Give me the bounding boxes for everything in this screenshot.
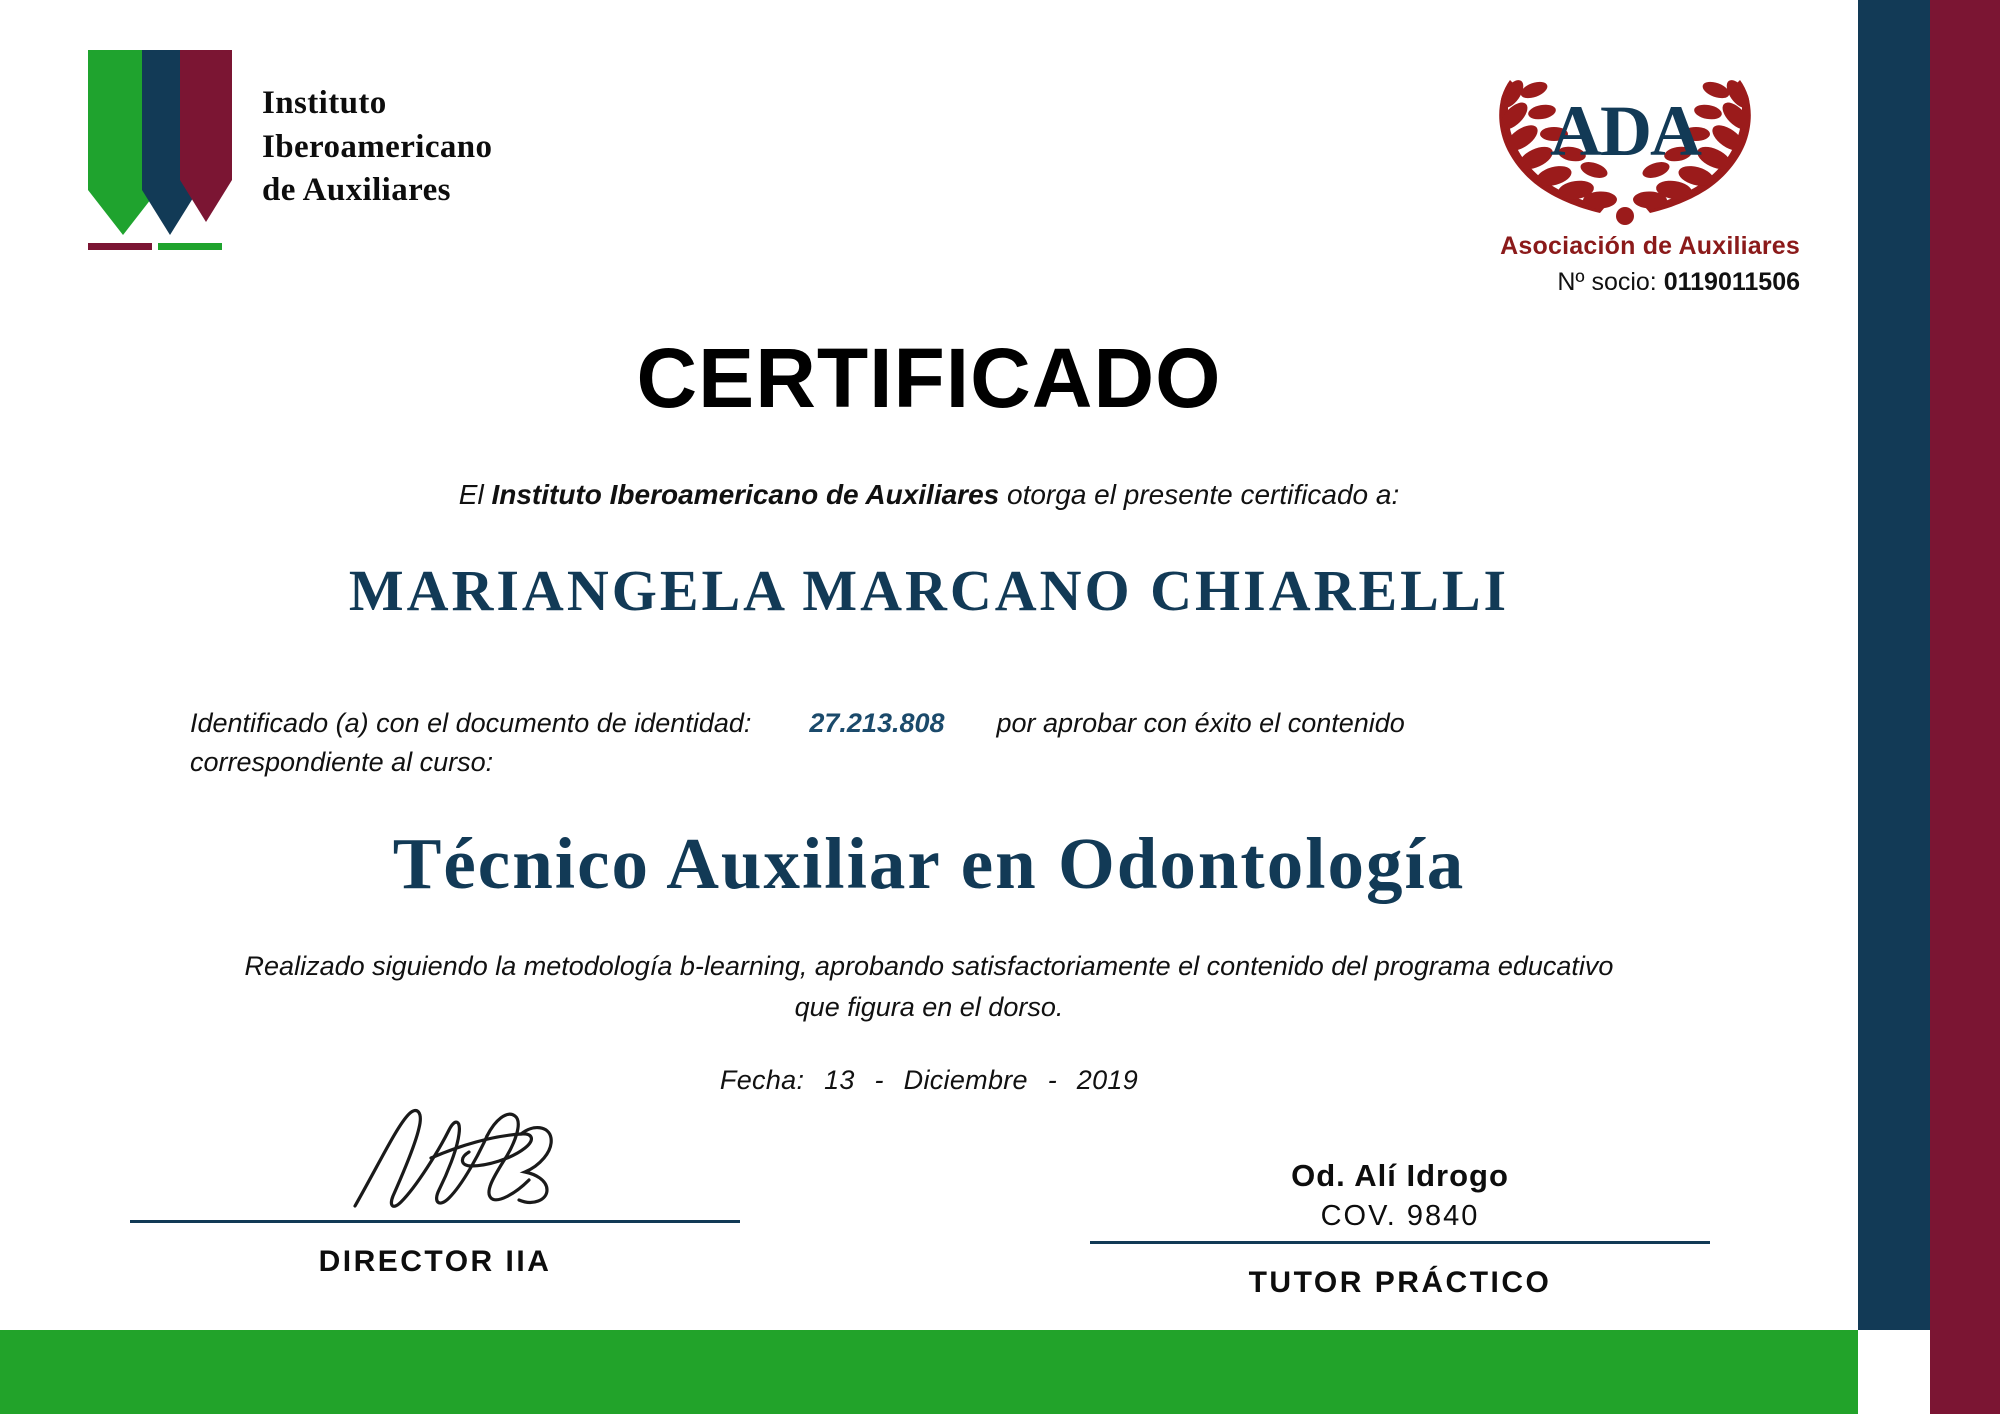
member-value: 0119011506 (1663, 268, 1800, 296)
certificate-body (0, 330, 1858, 1096)
signature-block-tutor (1090, 1100, 1710, 1300)
methodology-text (0, 946, 1858, 1027)
course-title: Técnico Auxiliar en Odontología (392, 823, 1466, 905)
member-label: Nº socio: (1557, 268, 1657, 296)
signature-rule-tutor (1090, 1241, 1710, 1244)
identity-after: por aprobar con éxito el contenido (996, 708, 1405, 738)
institute-logo-block (80, 40, 492, 255)
date-separator-2: - (1047, 1065, 1057, 1096)
date-day: 13 (824, 1065, 855, 1096)
signature-block-director (130, 1100, 740, 1279)
intro-institute: Instituto Iberoamericano de Auxiliares (491, 479, 1000, 510)
association-block (1450, 50, 1800, 297)
issue-date (0, 1065, 1858, 1096)
maroon-side-bar (1930, 0, 2000, 1414)
recipient-name: MARIANGELA MARCANO CHIARELLI (348, 558, 1510, 623)
methodology-line1: Realizado siguiendo la metodología b-learning, aprobando satisfactoriamente el contenido del programa (244, 951, 1491, 982)
signature-role-director: DIRECTOR IIA (318, 1245, 552, 1278)
tutor-license: COV. 9840 (1320, 1200, 1480, 1232)
handwritten-signature-icon (130, 1100, 740, 1220)
signature-area (0, 1100, 1858, 1330)
page-title: CERTIFICADO (636, 331, 1222, 425)
signature-rule-director (130, 1220, 740, 1223)
svg-text:ADA: ADA (1550, 91, 1700, 171)
institute-name-line2: Iberoamericano (262, 128, 493, 165)
association-name: Asociación de Auxiliares (1500, 232, 1800, 260)
intro-line (0, 479, 1858, 511)
identity-number: 27.213.808 (809, 708, 945, 738)
identity-paragraph (0, 704, 1858, 782)
navy-side-bar (1858, 0, 1930, 1330)
iia-shield-logo-icon (80, 40, 240, 255)
ada-laurel-wreath-logo-icon (1450, 50, 1800, 230)
intro-suffix: otorga el presente certificado a: (999, 479, 1400, 510)
date-month: Diciembre (903, 1065, 1028, 1096)
date-label: Fecha: (719, 1065, 805, 1096)
date-year: 2019 (1076, 1065, 1139, 1096)
institute-name-line3: de Auxiliares (262, 172, 451, 209)
identity-second-line: correspondiente al curso: (190, 747, 494, 778)
institute-name-line1: Instituto (262, 85, 387, 122)
green-bottom-bar (0, 1330, 1858, 1414)
institute-name (262, 82, 492, 213)
signature-role-tutor: TUTOR PRÁCTICO (1248, 1266, 1552, 1299)
tutor-name: Od. Alí Idrogo (1291, 1158, 1509, 1193)
intro-prefix: El (458, 479, 492, 510)
identity-label: Identificado (a) con el documento de identidad: (190, 708, 752, 738)
association-member-number (1450, 268, 1800, 297)
date-separator-1: - (874, 1065, 884, 1096)
methodology-line2: educativo que figura en el dorso. (794, 951, 1614, 1022)
